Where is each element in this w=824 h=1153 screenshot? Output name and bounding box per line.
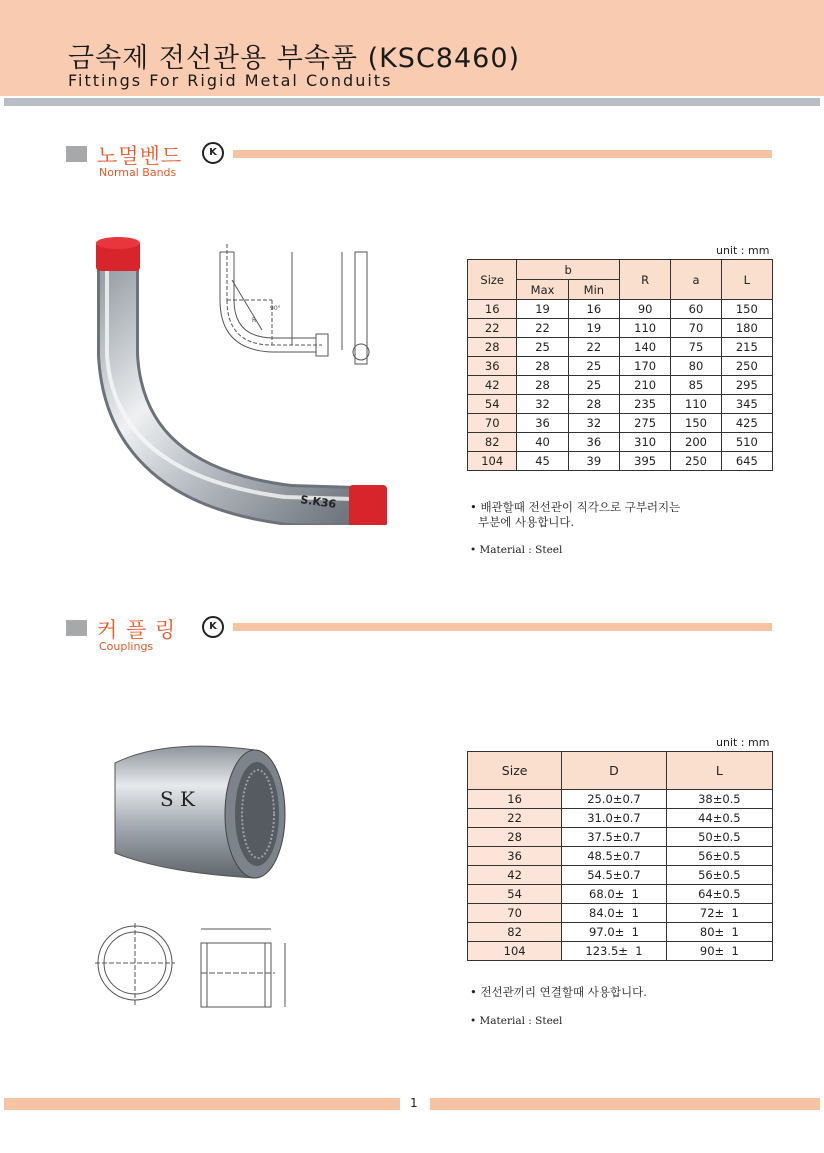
col-header-a: a [671,260,721,300]
couplings-note: • 전선관끼리 연결할때 사용합니다. [470,985,647,999]
table-cell: 50±0.5 [666,828,772,847]
couplings-table [467,751,773,961]
table-cell: 90± 1 [666,942,772,961]
table-cell: 64±0.5 [666,885,772,904]
size-cell: 28 [468,338,517,357]
table-row [468,942,773,961]
table-cell: 28 [517,376,568,395]
section-subtitle-couplings: Couplings [99,640,154,653]
table-cell: 180 [721,319,772,338]
table-cell: 44±0.5 [666,809,772,828]
table-cell: 200 [671,433,721,452]
size-cell: 42 [468,866,562,885]
table-cell: 310 [620,433,671,452]
size-cell: 42 [468,376,517,395]
table-cell: 75 [671,338,721,357]
size-cell: 36 [468,357,517,376]
couplings-material: • Material : Steel [470,1015,563,1027]
coupling-photo [105,738,290,883]
table-cell: 80 [671,357,721,376]
table-row [468,866,773,885]
table-cell: 85 [671,376,721,395]
bands-table [467,259,773,471]
table-cell: 48.5±0.7 [562,847,666,866]
table-cell: 90 [620,300,671,319]
table-cell: 19 [568,319,619,338]
size-cell: 82 [468,923,562,942]
col-header-min: Min [568,280,619,300]
section-subtitle-bands: Normal Bands [99,166,177,179]
size-cell: 22 [468,319,517,338]
table-cell: 56±0.5 [666,866,772,885]
table-cell: 45 [517,452,568,471]
table-cell: 97.0± 1 [562,923,666,942]
table-cell: 250 [671,452,721,471]
col-header-l: L [721,260,772,300]
size-cell: 82 [468,433,517,452]
table-cell: 39 [568,452,619,471]
table-row [468,847,773,866]
coupling-drawing [95,915,300,1010]
col-header-d: D [562,752,666,790]
bands-note [470,500,680,530]
unit-label-couplings: unit : mm [716,736,770,749]
table-row [468,433,773,452]
table-cell: 645 [721,452,772,471]
table-row [468,885,773,904]
ks-mark-icon: K [202,616,224,638]
table-cell: 395 [620,452,671,471]
size-cell: 54 [468,885,562,904]
table-cell: 28 [517,357,568,376]
table-row [468,809,773,828]
table-row [468,828,773,847]
col-header-size: Size [468,752,562,790]
page-subtitle: Fittings For Rigid Metal Conduits [68,71,393,90]
table-cell: 32 [517,395,568,414]
table-cell: 210 [620,376,671,395]
table-cell: 19 [517,300,568,319]
table-row [468,376,773,395]
table-row [468,395,773,414]
table-row [468,357,773,376]
table-cell: 16 [568,300,619,319]
table-cell: 140 [620,338,671,357]
section-rule [233,150,772,158]
table-cell: 22 [568,338,619,357]
table-cell: 36 [568,433,619,452]
table-cell: 54.5±0.7 [562,866,666,885]
table-row [468,319,773,338]
section-rule [233,623,772,631]
table-cell: 110 [620,319,671,338]
table-row [468,300,773,319]
size-cell: 28 [468,828,562,847]
size-cell: 70 [468,904,562,923]
table-cell: 60 [671,300,721,319]
table-cell: 32 [568,414,619,433]
ks-mark-icon: K [202,142,224,164]
table-cell: 80± 1 [666,923,772,942]
table-cell: 25.0±0.7 [562,790,666,809]
table-cell: 425 [721,414,772,433]
photo-marking: S K [160,787,195,811]
table-cell: 28 [568,395,619,414]
size-cell: 16 [468,790,562,809]
table-cell: 84.0± 1 [562,904,666,923]
header-divider [4,98,820,106]
bands-material: • Material : Steel [470,544,563,556]
table-cell: 275 [620,414,671,433]
section-title-bands: 노멀벤드 [97,144,183,168]
size-cell: 104 [468,942,562,961]
table-cell: 37.5±0.7 [562,828,666,847]
table-cell: 40 [517,433,568,452]
size-cell: 70 [468,414,517,433]
normal-bend-drawing [212,240,382,380]
table-cell: 295 [721,376,772,395]
table-cell: 345 [721,395,772,414]
table-cell: 150 [671,414,721,433]
col-header-l: L [666,752,772,790]
section-marker [66,620,87,636]
size-cell: 104 [468,452,517,471]
table-cell: 215 [721,338,772,357]
col-header-max: Max [517,280,568,300]
table-cell: 31.0±0.7 [562,809,666,828]
section-marker [66,146,87,162]
table-row [468,923,773,942]
table-cell: 110 [671,395,721,414]
table-row [468,790,773,809]
table-cell: 25 [568,357,619,376]
table-cell: 38±0.5 [666,790,772,809]
table-cell: 235 [620,395,671,414]
footer-bar-right [430,1098,820,1110]
table-cell: 70 [671,319,721,338]
svg-text:R: R [252,317,257,324]
table-row [468,414,773,433]
table-cell: 123.5± 1 [562,942,666,961]
bands-note-line1: • 배관할때 전선관이 직각으로 구부러지는 [470,500,681,514]
table-cell: 56±0.5 [666,847,772,866]
table-cell: 25 [568,376,619,395]
table-row [468,338,773,357]
svg-text:90°: 90° [270,305,281,312]
size-cell: 36 [468,847,562,866]
table-cell: 68.0± 1 [562,885,666,904]
table-cell: 22 [517,319,568,338]
col-header-size: Size [468,260,517,300]
table-cell: 510 [721,433,772,452]
table-row [468,452,773,471]
size-cell: 54 [468,395,517,414]
size-cell: 22 [468,809,562,828]
page-title: 금속제 전선관용 부속품 (KSC8460) [68,43,521,74]
table-cell: 72± 1 [666,904,772,923]
table-row [468,904,773,923]
table-cell: 25 [517,338,568,357]
col-header-r: R [620,260,671,300]
table-cell: 150 [721,300,772,319]
table-cell: 250 [721,357,772,376]
bands-note-line2: 부분에 사용합니다. [478,515,575,529]
col-header-b: b [517,260,620,280]
section-title-couplings: 커 플 링 [97,618,177,642]
unit-label-bands: unit : mm [716,244,770,257]
table-cell: 170 [620,357,671,376]
table-cell: 36 [517,414,568,433]
size-cell: 16 [468,300,517,319]
page-number: 1 [410,1096,418,1110]
photo-marking: S.K36 [299,493,337,511]
footer-bar-left [4,1098,400,1110]
